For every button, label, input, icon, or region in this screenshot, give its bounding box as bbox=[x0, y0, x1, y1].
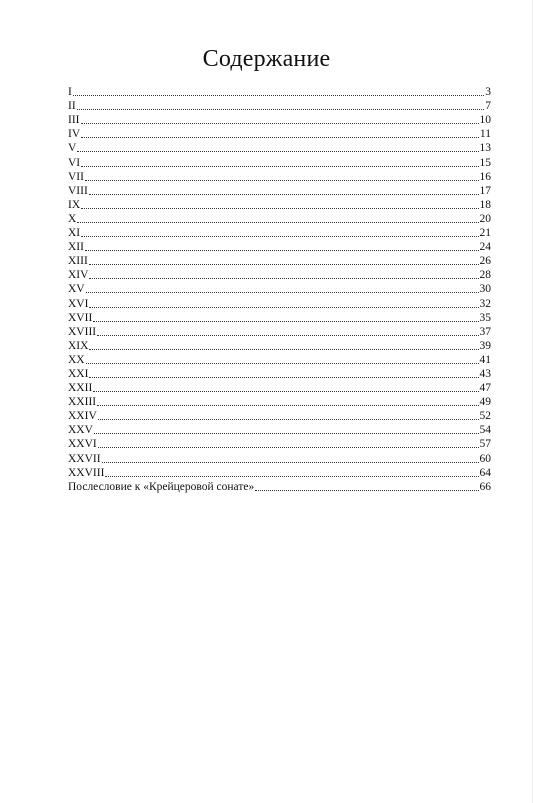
toc-entry-label: II bbox=[68, 100, 76, 113]
dot-leader bbox=[89, 377, 478, 378]
toc-entry-page-number: 52 bbox=[479, 410, 491, 423]
dot-leader bbox=[97, 335, 478, 336]
dot-leader bbox=[97, 405, 478, 406]
dot-leader bbox=[102, 462, 479, 463]
toc-entry-page-number: 18 bbox=[479, 198, 491, 211]
toc-entry bbox=[68, 395, 491, 409]
dot-leader bbox=[81, 166, 478, 167]
toc-entry bbox=[68, 155, 491, 169]
toc-entry bbox=[68, 466, 491, 480]
toc-entry bbox=[68, 141, 491, 155]
toc-entry-page-number: 16 bbox=[479, 170, 491, 183]
dot-leader bbox=[98, 447, 479, 448]
toc-entry-page-number: 7 bbox=[485, 100, 491, 113]
toc-entry-label: XIV bbox=[68, 269, 89, 282]
toc-entry-page-number: 24 bbox=[479, 241, 491, 254]
toc-entry-page-number: 11 bbox=[479, 128, 491, 141]
toc-entry-label: XXV bbox=[68, 424, 93, 437]
toc-entry bbox=[68, 480, 491, 494]
toc-entry-label: XIX bbox=[68, 339, 89, 352]
toc-entry-label: XV bbox=[68, 283, 85, 296]
toc-entry-label: XXII bbox=[68, 382, 93, 395]
toc-entry-label: VIII bbox=[68, 184, 88, 197]
dot-leader bbox=[81, 208, 478, 209]
toc-entry-label: VII bbox=[68, 170, 84, 183]
toc-entry-page-number: 17 bbox=[479, 184, 491, 197]
dot-leader bbox=[93, 321, 478, 322]
dot-leader bbox=[89, 278, 478, 279]
toc-entry bbox=[68, 226, 491, 240]
toc-entry bbox=[68, 198, 491, 212]
toc-entry bbox=[68, 127, 491, 141]
dot-leader bbox=[73, 95, 484, 96]
toc-entry-label: XII bbox=[68, 241, 84, 254]
toc-entry-label: XXIII bbox=[68, 396, 97, 409]
dot-leader bbox=[93, 391, 478, 392]
dot-leader bbox=[86, 363, 479, 364]
table-of-contents bbox=[68, 85, 491, 494]
dot-leader bbox=[89, 307, 478, 308]
toc-entry-page-number: 32 bbox=[479, 297, 491, 310]
toc-entry-label: XXVIII bbox=[68, 466, 105, 479]
toc-entry-label: VI bbox=[68, 156, 81, 169]
toc-entry bbox=[68, 282, 491, 296]
toc-entry-label: X bbox=[68, 212, 77, 225]
dot-leader bbox=[77, 151, 478, 152]
dot-leader bbox=[89, 194, 479, 195]
toc-entry-label: IX bbox=[68, 198, 81, 211]
toc-entry bbox=[68, 381, 491, 395]
toc-entry-label: XVIII bbox=[68, 325, 97, 338]
toc-entry bbox=[68, 240, 491, 254]
toc-entry-page-number: 41 bbox=[479, 353, 491, 366]
toc-entry-label: XXIV bbox=[68, 410, 97, 423]
toc-entry bbox=[68, 184, 491, 198]
toc-entry bbox=[68, 113, 491, 127]
toc-entry-page-number: 26 bbox=[479, 255, 491, 268]
toc-entry bbox=[68, 268, 491, 282]
toc-entry-label: I bbox=[68, 86, 72, 99]
dot-leader bbox=[94, 433, 479, 434]
dot-leader bbox=[98, 419, 479, 420]
toc-entry-page-number: 30 bbox=[479, 283, 491, 296]
toc-entry bbox=[68, 437, 491, 451]
toc-entry bbox=[68, 212, 491, 226]
toc-entry-label: XX bbox=[68, 353, 85, 366]
toc-entry-page-number: 43 bbox=[479, 367, 491, 380]
toc-entry-label: XXI bbox=[68, 367, 89, 380]
dot-leader bbox=[89, 349, 478, 350]
toc-entry bbox=[68, 311, 491, 325]
toc-entry-page-number: 54 bbox=[479, 424, 491, 437]
toc-entry bbox=[68, 85, 491, 99]
toc-entry-page-number: 64 bbox=[479, 466, 491, 479]
toc-entry-label: V bbox=[68, 142, 77, 155]
toc-entry-label: XVII bbox=[68, 311, 93, 324]
toc-entry bbox=[68, 353, 491, 367]
dot-leader bbox=[255, 490, 478, 491]
dot-leader bbox=[77, 222, 478, 223]
toc-entry bbox=[68, 367, 491, 381]
toc-entry bbox=[68, 296, 491, 310]
toc-entry-page-number: 35 bbox=[479, 311, 491, 324]
toc-entry-page-number: 3 bbox=[485, 86, 491, 99]
toc-entry bbox=[68, 423, 491, 437]
toc-entry-page-number: 13 bbox=[479, 142, 491, 155]
dot-leader bbox=[105, 476, 478, 477]
toc-entry-label: IV bbox=[68, 128, 81, 141]
toc-entry-page-number: 28 bbox=[479, 269, 491, 282]
toc-entry bbox=[68, 325, 491, 339]
toc-entry-page-number: 21 bbox=[479, 227, 491, 240]
toc-entry bbox=[68, 170, 491, 184]
page-title: Содержание bbox=[202, 46, 331, 72]
toc-entry bbox=[68, 409, 491, 423]
dot-leader bbox=[77, 109, 485, 110]
toc-entry-label: XVI bbox=[68, 297, 89, 310]
toc-entry bbox=[68, 451, 491, 465]
toc-entry-page-number: 47 bbox=[479, 382, 491, 395]
toc-entry-label: III bbox=[68, 114, 80, 127]
dot-leader bbox=[89, 264, 479, 265]
dot-leader bbox=[81, 123, 479, 124]
dot-leader bbox=[86, 292, 479, 293]
dot-leader bbox=[81, 137, 479, 138]
toc-entry-label: XIII bbox=[68, 255, 88, 268]
toc-entry-page-number: 39 bbox=[479, 339, 491, 352]
toc-entry-label: XXVII bbox=[68, 452, 101, 465]
toc-entry bbox=[68, 339, 491, 353]
toc-entry-page-number: 15 bbox=[479, 156, 491, 169]
dot-leader bbox=[85, 250, 479, 251]
toc-entry bbox=[68, 99, 491, 113]
toc-entry-page-number: 57 bbox=[479, 438, 491, 451]
toc-entry bbox=[68, 254, 491, 268]
toc-entry-page-number: 10 bbox=[479, 114, 491, 127]
toc-entry-page-number: 60 bbox=[479, 452, 491, 465]
toc-entry-page-number: 37 bbox=[479, 325, 491, 338]
dot-leader bbox=[85, 180, 479, 181]
dot-leader bbox=[81, 236, 478, 237]
toc-entry-page-number: 66 bbox=[479, 480, 491, 493]
toc-entry-label: XXVI bbox=[68, 438, 97, 451]
toc-entry-page-number: 20 bbox=[479, 212, 491, 225]
toc-entry-label: XI bbox=[68, 227, 81, 240]
toc-entry-label: Послесловие к «Крейцеровой сонате» bbox=[68, 480, 255, 493]
toc-entry-page-number: 49 bbox=[479, 396, 491, 409]
